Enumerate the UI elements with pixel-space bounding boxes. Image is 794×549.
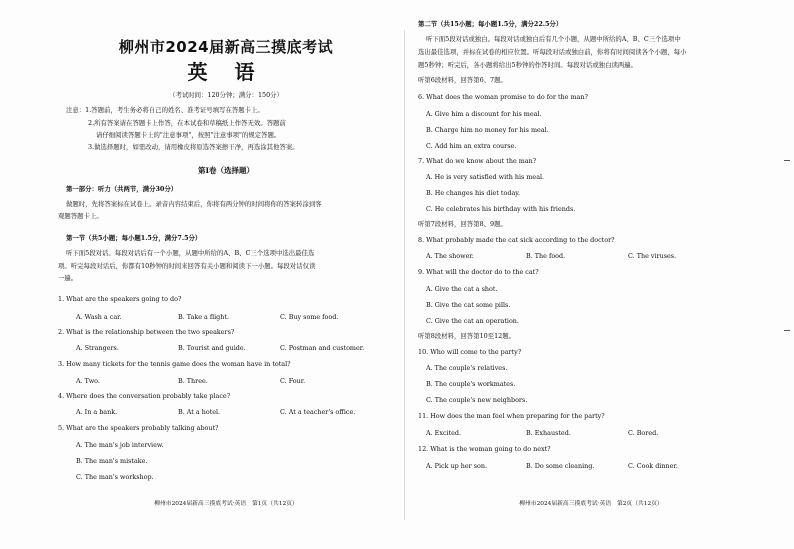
section1-title: 第一节（共5小题；每小题1.5分，满分7.5分） [66,234,202,242]
section2-desc-3: 题5秒钟；听完后，各小题将给出5秒钟的作答时间。每段对话或独白读两遍。 [418,61,638,69]
part1-desc-2: 观题答题卡上。 [58,212,103,220]
section2-desc-2: 选出最佳选项，并标在试卷的相应位置。听每段对话或独白前，你将有时间阅读各个小题，每小 [418,48,687,56]
margin-mark [784,160,790,161]
question-7: 7. What do we know about the man? [418,157,537,165]
note-1: 注意：1.答题前，考生务必将自己的姓名、准考证号填写在答题卡上。 [66,106,264,114]
q8-option-a[interactable]: A. The shower. [426,252,474,260]
q2-option-c[interactable]: C. Postman and customer. [280,344,365,352]
material-8: 听第8段材料，回答第10至12题。 [418,332,516,340]
section2-title: 第二节（共15小题；每小题1.5分，满分22.5分） [418,20,563,28]
q9-option-c[interactable]: C. Give the cat an operation. [426,317,519,325]
q7-option-b[interactable]: B. He changes his diet today. [426,189,521,197]
question-12: 12. What is the woman going to do next? [418,445,551,453]
part1-desc-1: 做题时，先将答案标在试卷上。录音内容结束后，你将有两分钟的时间将你的答案转涂到客 [66,200,322,208]
q3-option-c[interactable]: C. Four. [280,377,306,385]
q4-option-c[interactable]: C. At a teacher's office. [280,408,356,416]
section1-desc-3: 一遍。 [58,274,78,282]
question-10: 10. Who will come to the party? [418,348,522,356]
question-2: 2. What is the relationship between the two speakers? [58,328,235,336]
right-page [418,0,764,549]
note-3: 请仔细阅读答题卡上的"注意事项"，按照"注意事项"的规定答题。 [96,131,281,139]
q1-option-b[interactable]: B. Take a flight. [178,313,229,321]
question-11: 11. How does the man feel when preparing for the party? [418,412,605,420]
section2-desc-1: 听下面5段对话或独白。每段对话或独白后有几个小题，从题中所给的A、B、C三个选项中 [426,35,681,43]
exam-info: （考试时间：120分钟；满分：150分） [169,91,283,99]
q11-option-c[interactable]: C. Bored. [628,429,659,437]
q4-option-b[interactable]: B. At a hotel. [178,408,221,416]
question-4: 4. Where does the conversation probably take place? [58,392,231,400]
margin-mark [784,330,790,331]
q4-option-a[interactable]: A. In a bank. [76,408,118,416]
q6-option-c[interactable]: C. Add him an extra course. [426,142,517,150]
q9-option-b[interactable]: B. Give the cat some pills. [426,301,511,309]
exam-title: 柳州市2024届新高三摸底考试 [118,38,334,56]
material-6: 听第6段材料，回答第6、7题。 [418,76,507,84]
q10-option-c[interactable]: C. The couple's new neighbors. [426,396,528,404]
q5-option-a[interactable]: A. The man's job interview. [76,441,164,449]
question-9: 9. What will the doctor do to the cat? [418,268,539,276]
q2-option-b[interactable]: B. Tourist and guide. [178,344,246,352]
q7-option-a[interactable]: A. He is very satisfied with his meal. [426,173,545,181]
q10-option-a[interactable]: A. The couple's relatives. [426,364,508,372]
q7-option-c[interactable]: C. He celebrates his birthday with his friends. [426,205,576,213]
q6-option-b[interactable]: B. Charge him no money for his meal. [426,126,549,134]
q8-option-c[interactable]: C. The viruses. [628,252,677,260]
question-1: 1. What are the speakers going to do? [58,295,182,303]
note-4: 3.做选择题时，如需改动，请用橡皮将原选答案擦干净，再选涂其他答案。 [88,143,299,151]
volume-title: 第Ⅰ卷（选择题） [197,166,254,175]
q1-option-c[interactable]: C. Buy some food. [280,313,339,321]
subject-title: 英 语 [187,60,265,84]
q12-option-a[interactable]: A. Pick up her son. [426,462,488,470]
question-8: 8. What probably made the cat sick according to the doctor? [418,236,615,244]
question-6: 6. What does the woman promise to do for the man? [418,93,588,101]
q10-option-b[interactable]: B. The couple's workmates. [426,380,516,388]
q5-option-c[interactable]: C. The man's workshop. [76,473,154,481]
footer-left: 柳州市2024届新高三摸底考试·英语 第1页（共12页） [154,501,298,507]
question-5: 5. What are the speakers probably talking about? [58,424,219,432]
q3-option-a[interactable]: A. Two. [76,377,100,385]
question-3: 3. How many tickets for the tennis game does the woman have in total? [58,360,291,368]
q9-option-a[interactable]: A. Give the cat a shot. [426,285,498,293]
q2-option-a[interactable]: A. Strangers. [76,344,119,352]
left-page [58,0,394,549]
footer-right: 柳州市2024届新高三摸底考试·英语 第2页（共12页） [519,501,663,507]
section1-desc-2: 项。听完每段对话后，你都有10秒钟的时间来回答有关小题和阅读下一小题。每段对话仅读 [58,262,316,270]
q6-option-a[interactable]: A. Give him a discount for his meal. [426,110,542,118]
q12-option-c[interactable]: C. Cook dinner. [628,462,678,470]
part1-title: 第一部分：听力（共两节，满分30分） [66,185,178,193]
q12-option-b[interactable]: B. Do some cleaning. [526,462,595,470]
q11-option-b[interactable]: B. Exhausted. [526,429,571,437]
note-2: 2.所有答案请在答题卡上作答，在本试卷和草稿纸上作答无效。答题前 [88,119,286,127]
material-7: 听第7段材料，回答第8、9题。 [418,220,507,228]
q5-option-b[interactable]: B. The man's mistake. [76,457,148,465]
q8-option-b[interactable]: B. The food. [526,252,566,260]
section1-desc-1: 听下面5段对话。每段对话后有一个小题，从题中所给的A、B、C三个选项中选出最佳选 [66,249,315,257]
q11-option-a[interactable]: A. Excited. [426,429,462,437]
q1-option-a[interactable]: A. Wash a car. [76,313,122,321]
page-divider [404,30,405,520]
q3-option-b[interactable]: B. Three. [178,377,208,385]
